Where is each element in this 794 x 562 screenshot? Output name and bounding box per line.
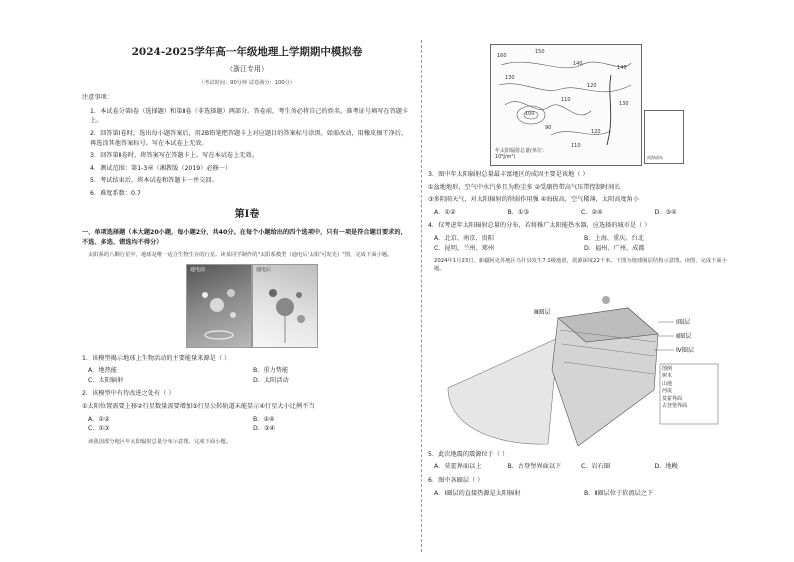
notice-item: 4．测试范围：第1-3章（湘教版（2019）必修一）	[90, 164, 232, 172]
question-detail: ③多阴雨天气，对太阳辐射的削弱作用强 ④海拔高，空气稀薄，太阳高度角小	[428, 196, 640, 204]
legend-item: 莫霍界面	[662, 395, 683, 402]
legend-item: 古登堡界面	[662, 403, 688, 410]
question-stem: 4．仅考虑年太阳辐射总量的分布，若将推广太阳能热水器，应选择的城市是（ ）	[428, 222, 651, 230]
option[interactable]: A．莫霍界面以上	[434, 463, 482, 471]
question-stem: 6．图中各圈层（ ）	[428, 476, 484, 484]
question-stem: 5．此次地震的震源位于（ ）	[428, 450, 509, 458]
layer-label: Ⅱ圈层	[676, 332, 692, 340]
photo-label: 通电后	[256, 266, 272, 273]
option[interactable]: D．③④	[253, 425, 276, 433]
option[interactable]: B．古登堡界面以下	[507, 463, 562, 471]
option[interactable]: B．②④	[253, 415, 275, 423]
option[interactable]: B．重力势能	[253, 367, 289, 375]
exam-subtitle: （浙江专用）	[226, 65, 268, 74]
inset-label: 南海诸岛	[647, 154, 663, 160]
question-detail: ①太阳位置需要上移②行星数量需要增加③行星公转轨道未能显示④行星大小比例不当	[82, 403, 315, 411]
model-photo-before	[186, 264, 252, 348]
notice-item: 3．回答第Ⅱ卷时，将答案写在答题卡上。写在本试卷上无效。	[90, 152, 258, 160]
notice-item: 1．本试卷分第Ⅰ卷（选择题）和第Ⅱ卷（非选择题）两部分。答卷前，考生务必将自己的姓名、准考证号填写在答题卡上。	[90, 107, 409, 125]
options-q4	[434, 234, 728, 253]
options-q1	[88, 366, 412, 385]
options-q6	[434, 489, 728, 499]
option[interactable]: A．①②	[434, 208, 456, 216]
earth-layers-diagram	[428, 278, 728, 448]
question-stem: 1．该模型揭示地球上生物活动的主要能量来源是（ ）	[82, 354, 231, 362]
question-detail: ①盆地地形，空气中水汽多且为粉尘多 ②受副热带高气压带控制时间长	[428, 183, 621, 191]
contour-label: 130	[619, 101, 629, 107]
option[interactable]: D．福州、广州、成都	[584, 244, 645, 252]
option[interactable]: A．Ⅰ圈层的直接热源是太阳辐射	[434, 489, 521, 497]
contour-label: 150	[535, 49, 545, 55]
notice-item: 6．难度系数：0.7	[90, 190, 141, 198]
option[interactable]: A．地热能	[88, 367, 117, 375]
option[interactable]: C．②④	[581, 208, 603, 216]
left-column	[82, 44, 412, 450]
right-column	[428, 44, 728, 502]
question-intro: 2024年1月23日，新疆阿克苏地区乌什县发生7.1级地震，震源深度22千米。下图为地球圈层结构示意图。读图，完成下面小题。	[434, 258, 728, 273]
option[interactable]: D．③④	[654, 208, 677, 216]
legend-title: 图例	[662, 365, 673, 372]
option[interactable]: D．地幔	[654, 463, 678, 471]
legend-item: 山地	[662, 380, 673, 387]
column-divider	[421, 40, 422, 552]
option[interactable]: D．太阳活动	[253, 376, 289, 384]
contour-label: 140	[573, 61, 583, 67]
solar-model-drawing	[187, 265, 251, 347]
radiation-map	[490, 44, 642, 166]
layer-label: Ⅰ圈层	[676, 318, 691, 326]
notice-item: 5．考试结束后，将本试卷和答题卡一并交回。	[90, 177, 218, 185]
question-stem: 3．图中年太阳辐射总量最丰富地区的成因主要是该地（ ）	[428, 171, 589, 178]
contour-label: 110	[571, 143, 581, 149]
options-q2	[88, 415, 412, 434]
option[interactable]: C．昆明、兰州、郑州	[434, 244, 495, 252]
option[interactable]: A．北京、南京、贵阳	[434, 235, 494, 243]
question-stem: 2．该模型中有待改进之处有（ ）	[82, 390, 175, 398]
options-q5	[434, 462, 728, 472]
contour-label: 120	[591, 129, 601, 135]
diagram-legend	[662, 366, 687, 411]
model-photo-after	[252, 264, 318, 348]
south-china-sea-inset	[644, 110, 684, 164]
solar-model-drawing	[253, 265, 317, 347]
legend-item: 河流	[662, 388, 673, 395]
volume-title: 第Ⅰ卷	[234, 208, 260, 220]
option[interactable]: C．①③	[88, 425, 110, 433]
radiation-map-area	[428, 44, 728, 168]
option[interactable]: B．①③	[507, 208, 530, 216]
contour-label: 100	[525, 111, 535, 117]
contour-label: 120	[587, 83, 597, 89]
notice-heading: 注意事项：	[82, 94, 113, 102]
notice-item: 2．回答第Ⅰ卷时，选出每小题答案后，用2B铅笔把答题卡上对应题目的答案标号涂黑。如需改动，用橡皮擦干净后，再选涂其他答案标号。写在本试卷上无效。	[90, 130, 408, 147]
options-q3	[434, 208, 728, 218]
option[interactable]: C．太阳辐射	[88, 376, 124, 384]
contour-label: 140	[617, 65, 627, 71]
contour-label: 130	[505, 75, 515, 81]
exam-title: 2024-2025学年高一年级地理上学期期中模拟卷	[131, 46, 363, 58]
earth-layers-drawing	[428, 278, 728, 448]
contour-label: 110	[561, 97, 571, 103]
option[interactable]: B．Ⅱ圈层位于软流层之下	[584, 489, 654, 497]
layer-label: Ⅲ圈层	[534, 308, 551, 316]
option[interactable]: C．岩石圈	[581, 463, 611, 471]
contour-label: 90	[545, 125, 552, 131]
question-intro: 读我国部分地区年太阳辐射总量分布示意图，完成下面小题。	[88, 438, 232, 445]
section-heading: 一、单项选择题（本大题20小题，每小题2分，共40分。在每个小题给出的四个选项中，只有一项是符合题目要求的，不选、多选、错选均不得分）	[82, 229, 407, 246]
contour-label: 160	[497, 53, 507, 59]
question-intro: 太阳系的八颗行星中，地球是唯一适合生物生存的行星。读某同学制作的"太阳系模型（通电后'太阳'可发光）"图，完成下面小题。	[88, 252, 393, 259]
photo-label: 通电前	[190, 266, 206, 273]
option[interactable]: A．①②	[88, 415, 110, 423]
option[interactable]: B．上海、重庆、台北	[584, 235, 644, 243]
layer-label: Ⅳ圈层	[676, 346, 695, 354]
map-legend: 年太阳辐射总量(单位：10⁸J/m²)	[495, 148, 547, 160]
legend-item: 树木	[662, 373, 673, 380]
solar-model-photos	[82, 264, 412, 348]
exam-meta: （考试时间：90分钟 试卷满分：100分）	[199, 80, 295, 87]
